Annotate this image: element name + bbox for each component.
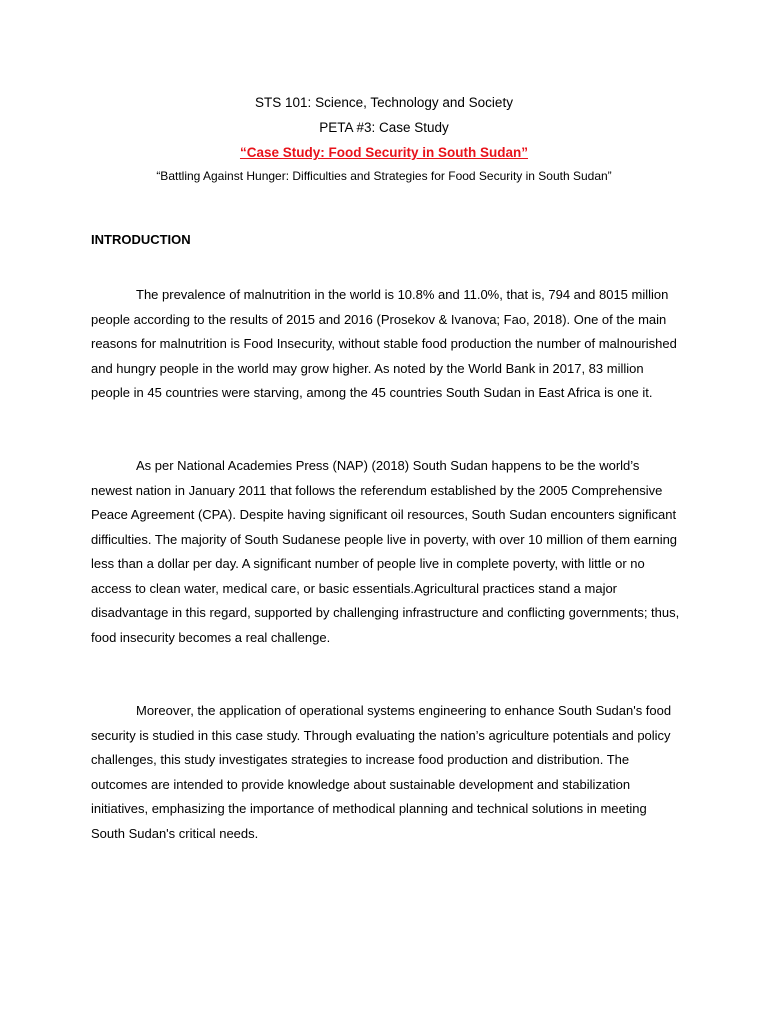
paragraph-1 (91, 283, 681, 406)
paragraph-text: As per National Academies Press (NAP) (2018) South Sudan happens to be the world’s newest nation in January 2011 that follows the referendum established by the 2005 Comprehensive Peace Agreement (CPA). Despite having significant oil resources, South Sudan encounters significant difficulties. The majority of South Sudanese people live in poverty, with over 10 million of them earning less than a dollar per day. A significant number of people live in complete poverty, with little or no access to clean water, medical care, or basic essentials.Agricultural practices stand a major disadvantage in this regard, supported by challenging infrastructure and conflicting governments; thus, food insecurity becomes a real challenge. (91, 458, 680, 645)
paragraph-2 (91, 454, 681, 650)
section-heading-introduction: INTRODUCTION (91, 232, 191, 247)
paragraph-3 (91, 699, 681, 846)
case-study-subtitle: “Battling Against Hunger: Difficulties and Strategies for Food Security in South Sudan” (156, 169, 612, 183)
paragraph-text: Moreover, the application of operational systems engineering to enhance South Sudan's food security is studied in this case study. Through evaluating the nation’s agriculture potentials and policy challenges, this study investigates strategies to increase food production and distribution. The outcomes are intended to provide knowledge about sustainable development and stabilization initiatives, emphasizing the importance of methodical planning and technical solutions in meeting South Sudan's critical needs. (91, 703, 672, 841)
course-line: STS 101: Science, Technology and Society (255, 95, 513, 110)
paragraph-text: The prevalence of malnutrition in the world is 10.8% and 11.0%, that is, 794 and 8015 million people according to the results of 2015 and 2016 (Prosekov & Ivanova; Fao, 2018). One of the main reasons for malnutrition is Food Insecurity, without stable food production the number of malnourished and hungry people in the world may grow higher. As noted by the World Bank in 2017, 83 million people in 45 countries were starving, among the 45 countries South Sudan in East Africa is one it. (91, 287, 677, 400)
case-study-title: “Case Study: Food Security in South Sudan” (239, 145, 529, 160)
document-header (0, 90, 768, 187)
assignment-line: PETA #3: Case Study (319, 120, 449, 135)
